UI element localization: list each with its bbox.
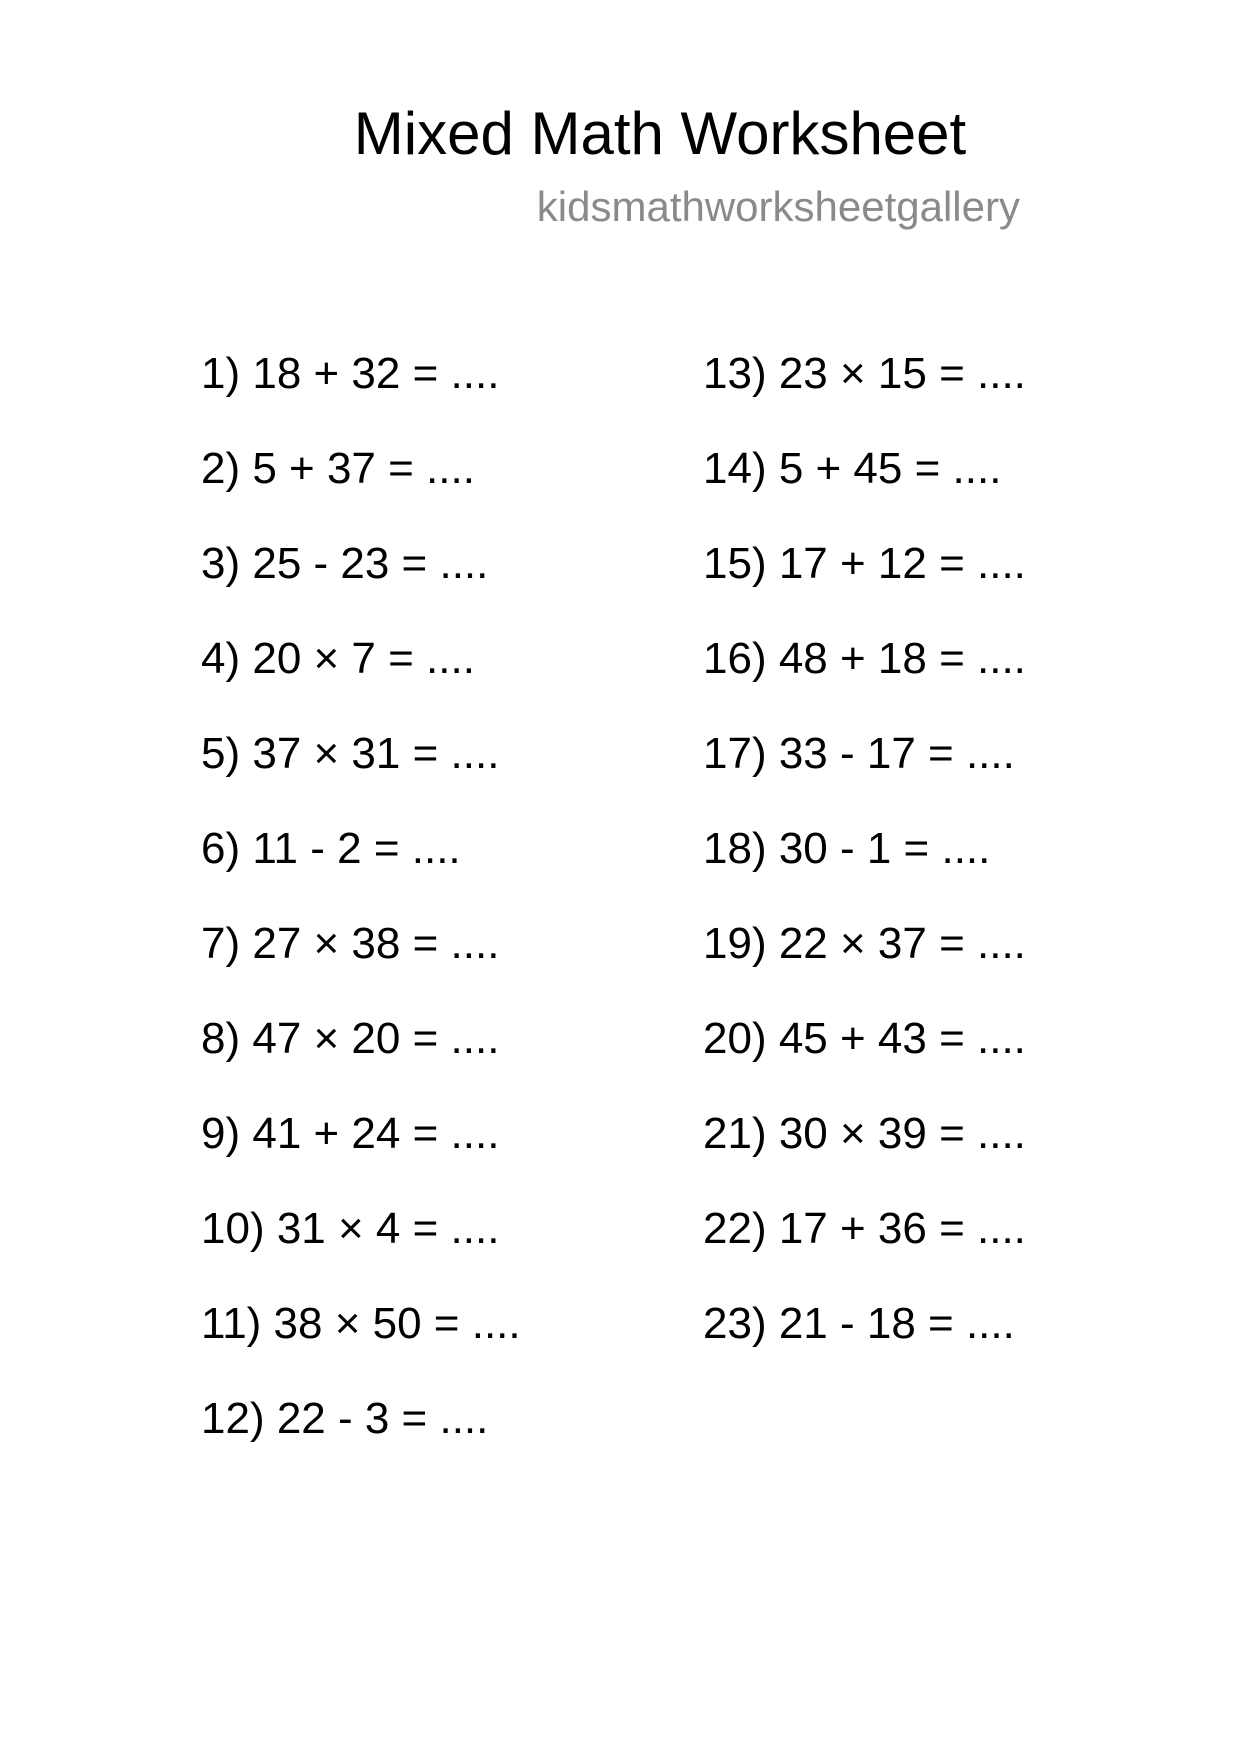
problem-item: 11) 38 × 50 = .... [201,1299,521,1348]
problem-item: 22) 17 + 36 = .... [703,1204,1026,1253]
problem-item: 14) 5 + 45 = .... [703,444,1002,493]
problem-item: 13) 23 × 15 = .... [703,349,1026,398]
problem-item: 12) 22 - 3 = .... [201,1394,489,1443]
source-watermark: kidsmathworksheetgallery [536,183,1020,230]
problem-item: 1) 18 + 32 = .... [201,349,500,398]
problem-item: 21) 30 × 39 = .... [703,1109,1026,1158]
problem-item: 18) 30 - 1 = .... [703,824,991,873]
problem-item: 2) 5 + 37 = .... [201,444,475,493]
problem-item: 4) 20 × 7 = .... [201,634,475,683]
problem-item: 8) 47 × 20 = .... [201,1014,500,1063]
problem-item: 5) 37 × 31 = .... [201,729,500,778]
problem-item: 17) 33 - 17 = .... [703,729,1015,778]
problem-item: 19) 22 × 37 = .... [703,919,1026,968]
problem-item: 7) 27 × 38 = .... [201,919,500,968]
page-title: Mixed Math Worksheet [353,100,967,167]
problem-item: 9) 41 + 24 = .... [201,1109,500,1158]
problem-item: 6) 11 - 2 = .... [201,824,461,873]
problem-item: 3) 25 - 23 = .... [201,539,489,588]
problem-item: 16) 48 + 18 = .... [703,634,1026,683]
problem-item: 15) 17 + 12 = .... [703,539,1026,588]
problem-column-left [201,348,521,1488]
problem-item: 20) 45 + 43 = .... [703,1014,1026,1063]
problem-item: 10) 31 × 4 = .... [201,1204,500,1253]
problem-column-right [703,348,1026,1393]
problem-item: 23) 21 - 18 = .... [703,1299,1015,1348]
